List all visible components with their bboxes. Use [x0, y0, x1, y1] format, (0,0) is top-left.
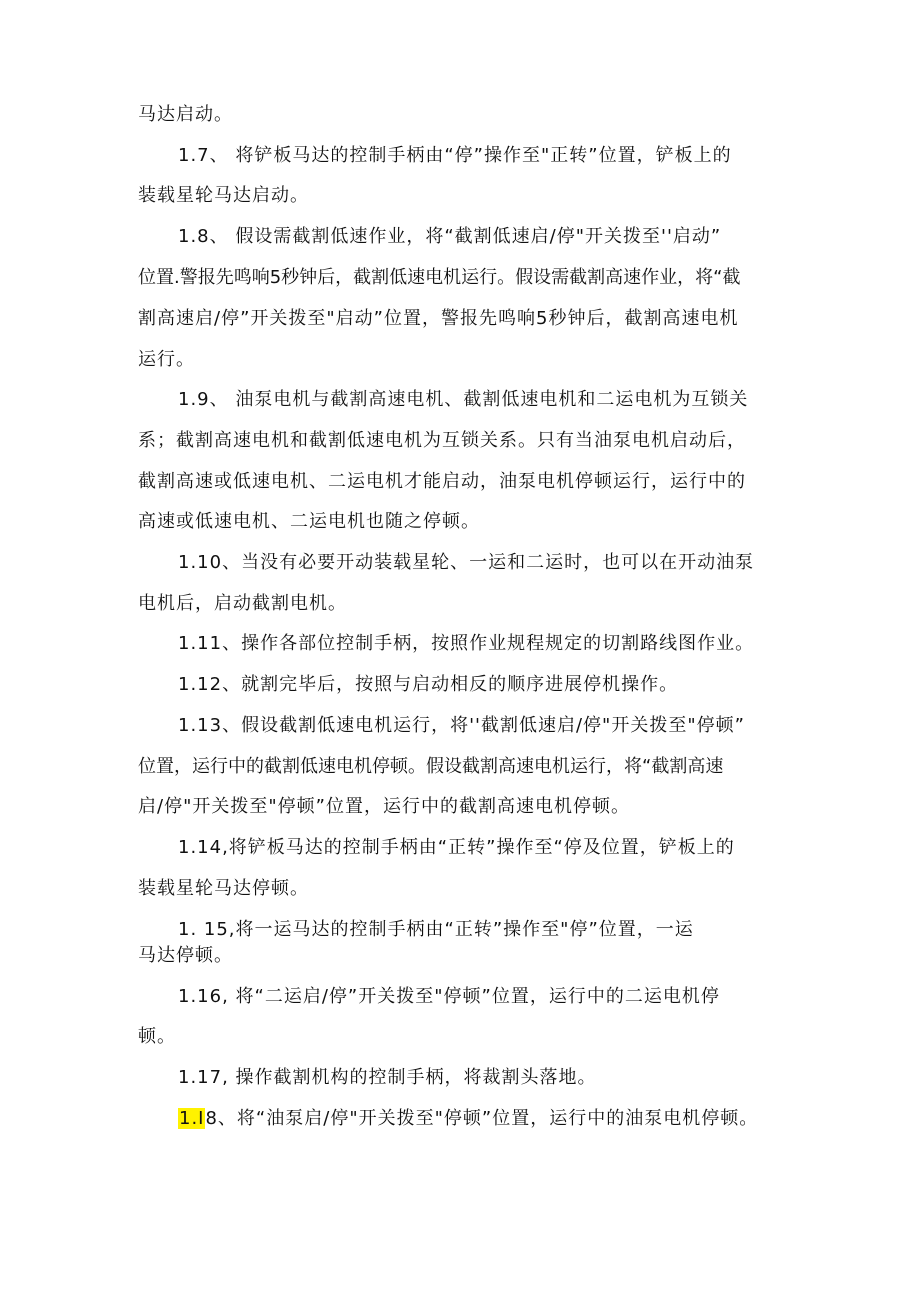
text-line: 1.11、操作各部位控制手柄，按照作业规程规定的切割路线图作业。: [178, 633, 755, 654]
text-line: 启/停"开关拨至"停顿”位置，运行中的截割高速电机停顿。: [138, 796, 630, 817]
text-line: 1.13、假设截割低速电机运行，将''截割低速启/停"开关拨至"停顿”: [178, 715, 745, 736]
text-line: 1.12、就割完毕后，按照与启动相反的顺序进展停机操作。: [178, 674, 679, 695]
text-line-last: [178, 1107, 758, 1131]
text-line: 1.17, 操作截割机构的控制手柄，将裁割头落地。: [178, 1067, 597, 1088]
text-line: 1.16, 将“二运启/停”开关拨至"停顿”位置，运行中的二运电机停: [178, 986, 720, 1007]
text-line: 1. 15,将一运马达的控制手柄由“正转”操作至"停”位置，一运: [178, 919, 694, 940]
text-line: 系；截割高速电机和截割低速电机为互锁关系。只有当油泵电机启动后，: [138, 430, 746, 451]
text-line: 装载星轮马达启动。: [138, 185, 309, 206]
text-line: 电机后，启动截割电机。: [138, 593, 347, 614]
text-line: 截割高速或低速电机、二运电机才能启动，油泵电机停顿运行，运行中的: [138, 471, 746, 492]
text-line: 1.9、 油泵电机与截割高速电机、截割低速电机和二运电机为互锁关: [178, 389, 749, 410]
text-line: 1.14,将铲板马达的控制手柄由“正转”操作至“停及位置，铲板上的: [178, 837, 735, 858]
highlight-marker: 1.I: [179, 1108, 205, 1129]
text-line: 位置.警报先鸣响5秒钟后，截割低速电机运行。假设需截割高速作业，将“截: [138, 267, 741, 288]
text-line: 马达启动。: [138, 104, 233, 125]
text-line: 1.10、当没有必要开动装载星轮、一运和二运时，也可以在开动油泵: [178, 552, 755, 573]
text-line: 运行。: [138, 349, 195, 370]
text-line: 1.7、 将铲板马达的控制手柄由“停”操作至"正转”位置，铲板上的: [178, 145, 732, 166]
text-line-rest: 8、将“油泵启/停"开关拨至"停顿”位置，运行中的油泵电机停顿。: [205, 1108, 759, 1129]
text-line: 顿。: [138, 1026, 176, 1047]
text-line: 1.8、 假设需截割低速作业，将“截割低速启/停"开关拨至''启动”: [178, 226, 722, 247]
text-line: 割高速启/停”开关拨至"启动”位置，警报先鸣响5秒钟后，截割高速电机: [138, 308, 739, 329]
text-line: 高速或低速电机、二运电机也随之停顿。: [138, 511, 480, 532]
text-line: 位置，运行中的截割低速电机停顿。假设截割高速电机运行，将“截割高速: [138, 756, 724, 777]
text-line: 装载星轮马达停顿。: [138, 878, 309, 899]
text-line: 马达停顿。: [138, 945, 233, 966]
